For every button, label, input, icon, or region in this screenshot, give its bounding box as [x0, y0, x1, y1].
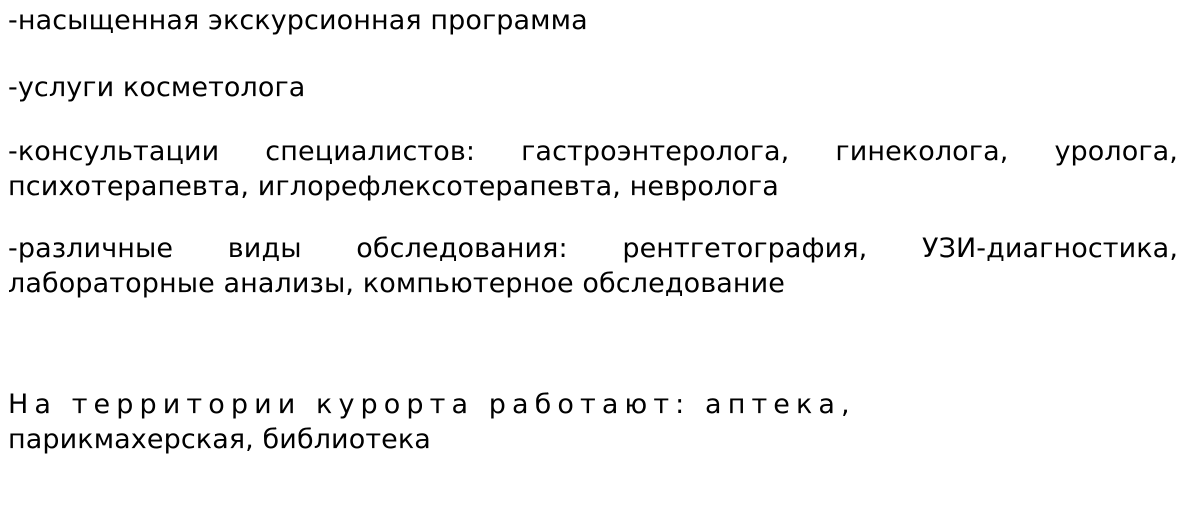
- list-item: -различные виды обследования: рентгетография, УЗИ-диагностика, лабораторные анализы, компьютерное обследование: [8, 233, 1178, 299]
- closing-paragraph: [8, 387, 1178, 457]
- closing-paragraph-line-2: парикмахерская, библиотека: [8, 424, 431, 456]
- closing-paragraph-line-1: На территории курорта работают: аптека,: [8, 389, 856, 421]
- list-item: -консультации специалистов: гастроэнтеролога, гинеколога, уролога, психотерапевта, иглорефлексотерапевта, невролога: [8, 136, 1178, 202]
- list-item: -насыщенная экскурсионная программа: [8, 5, 588, 36]
- list-item: -услуги косметолога: [8, 71, 306, 103]
- paragraph-spacer: [8, 301, 1178, 387]
